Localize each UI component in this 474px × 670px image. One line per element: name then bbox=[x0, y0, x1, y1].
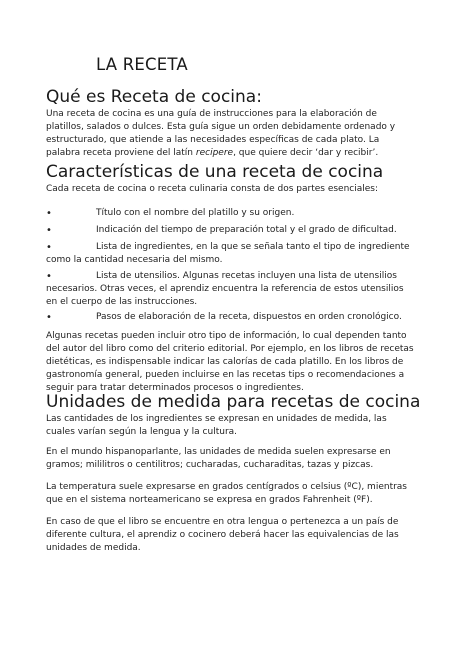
bullet-icon: • bbox=[46, 242, 52, 253]
list-item-text: Lista de utensilios. Algunas recetas incluyen una lista de utensilios necesarios. Otras veces, el aprendiz encuentra la referencia de estos utensilios en el cuerpo de las instrucciones. bbox=[46, 271, 404, 307]
bullet-icon: • bbox=[46, 208, 52, 219]
paragraph-definition-text: Una receta de cocina es una guía de instrucciones para la elaboración de platillos, salados o dulces. Esta guía sigue un orden debidamente ordenado y estructurado, que atiende a las necesidades específicas de cada plato. La palabra receta proviene del latín bbox=[46, 109, 396, 158]
list-item bbox=[46, 224, 416, 237]
list-item-text: Pasos de elaboración de la receta, dispuestos en orden cronológico. bbox=[96, 312, 402, 322]
paragraph-definition-end: , que quiere decir ‘dar y recibir’. bbox=[233, 148, 379, 158]
paragraph-unidades-1: Las cantidades de los ingredientes se expresan en unidades de medida, las cuales varían según la lengua y la cultura. bbox=[46, 414, 387, 437]
section-heading-unidades: Unidades de medida para recetas de cocina bbox=[46, 392, 421, 412]
latin-word: recipere bbox=[195, 148, 234, 158]
section-heading-que-es-receta: Qué es Receta de cocina: bbox=[46, 87, 262, 107]
list-item-text: Indicación del tiempo de preparación total y el grado de dificultad. bbox=[96, 225, 397, 235]
list-item-text: Título con el nombre del platillo y su origen. bbox=[96, 208, 295, 218]
paragraph-definition bbox=[46, 108, 416, 160]
paragraph-closing: Algunas recetas pueden incluir otro tipo de información, lo cual dependen tanto del autor del libro como del criterio editorial. Por ejemplo, en los libros de recetas dietéticas, es indispensable indicar las calorías de cada platillo. En los libros de gastronomía general, pueden incluirse en las recetas tips o recomendaciones a seguir para tratar determinados procesos o ingredientes. bbox=[46, 331, 414, 393]
paragraph-intro: Cada receta de cocina o receta culinaria consta de dos partes esenciales: bbox=[46, 184, 379, 194]
bullet-icon: • bbox=[46, 271, 52, 282]
paragraph-unidades-3: La temperatura suele expresarse en grados centígrados o celsius (ºC), mientras que en el sistema norteamericano se expresa en grados Fahrenheit (ºF). bbox=[46, 482, 407, 505]
bullet-icon: • bbox=[46, 312, 52, 323]
list-item bbox=[46, 207, 416, 220]
document-title: LA RECETA bbox=[96, 55, 188, 74]
paragraph-unidades-2: En el mundo hispanoparlante, las unidades de medida suelen expresarse en gramos; mililitros o centilitros; cucharadas, cucharaditas, tazas y pizcas. bbox=[46, 447, 391, 470]
list-item-text: Lista de ingredientes, en la que se señala tanto el tipo de ingrediente como la cantidad necesaria del mismo. bbox=[46, 242, 410, 265]
section-heading-caracteristicas: Características de una receta de cocina bbox=[46, 162, 384, 182]
paragraph-unidades-4: En caso de que el libro se encuentre en otra lengua o pertenezca a un país de diferente cultura, el aprendiz o cocinero deberá hacer las equivalencias de las unidades de medida. bbox=[46, 517, 399, 553]
list-item bbox=[46, 270, 416, 309]
bullet-icon: • bbox=[46, 225, 52, 236]
list-item bbox=[46, 241, 416, 267]
list-item bbox=[46, 311, 416, 324]
